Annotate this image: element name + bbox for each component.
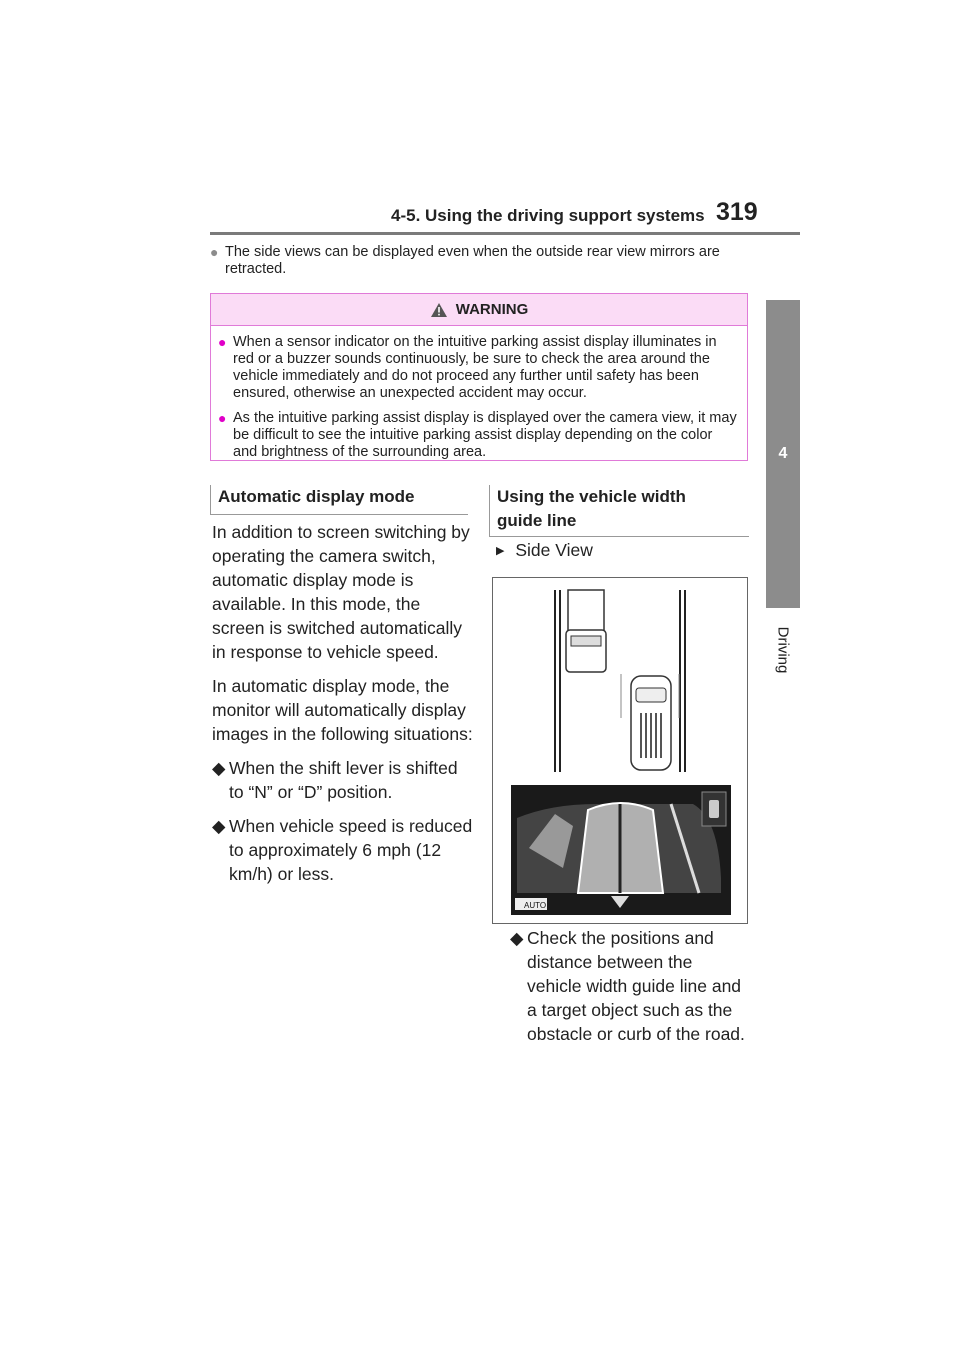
section-heading-text: Automatic display mode (218, 487, 415, 506)
diamond-bullet-icon: ◆ (212, 758, 226, 778)
warning-heading: WARNING (455, 301, 529, 318)
heading-rule-vertical (210, 485, 211, 515)
section-heading-text: Using the vehicle width guide line (497, 487, 686, 530)
paragraph: In addition to screen switching by operating the camera switch, automatic display mode is available. In this mode, the screen is switched automatically in response to vehicle speed. (212, 522, 470, 662)
warning-item-text: When a sensor indicator on the intuitive parking assist display illuminates in red or a buzzer sounds continuously, be sure to check the area around the vehicle immediately and do not proceed any further until safety has been ensured, otherwise an unexpected accident may occur. (233, 334, 717, 401)
paragraph: In automatic display mode, the monitor will automatically display images in the following situations: (212, 676, 473, 744)
section-heading-width-guide (489, 485, 749, 537)
chapter-number: 4 (778, 445, 788, 462)
list-item (212, 814, 474, 886)
list-item-text: Check the positions and distance between the vehicle width guide line and a target object such as the obstacle or curb of the road. (527, 928, 745, 1044)
list-item-text: When vehicle speed is reduced to approximately 6 mph (12 km/h) or less. (229, 816, 473, 884)
side-view-illustration (492, 577, 748, 924)
sub-item (496, 540, 593, 561)
note (210, 244, 770, 278)
arrow-right-icon: ▶ (496, 545, 505, 557)
chapter-label: Driving (774, 626, 792, 674)
note-text: The side views can be displayed even when the outside rear view mirrors are retracted. (225, 244, 720, 277)
pink-bullet-icon: ● (218, 334, 227, 350)
header-divider (210, 232, 800, 235)
warning-body (211, 326, 747, 461)
heading-rule-horizontal (489, 536, 749, 537)
list-item (212, 756, 474, 804)
camera-screen (511, 785, 731, 915)
diamond-bullet-icon: ◆ (510, 928, 524, 948)
auto-mode-body (212, 520, 474, 896)
auto-badge-text: AUTO (524, 901, 547, 910)
warning-header (211, 294, 747, 326)
pink-bullet-icon: ● (218, 410, 227, 426)
side-view-diagram (493, 578, 747, 923)
heading-rule-horizontal (210, 514, 468, 515)
warning-item-text: As the intuitive parking assist display is displayed over the camera view, it may be difficult to see the intuitive parking assist display depending on the color and brightness of the surrounding area. (233, 410, 737, 460)
warning-triangle-icon (430, 302, 448, 318)
warning-item (218, 334, 739, 402)
suv-vehicle-icon (621, 674, 679, 770)
section-heading-auto-mode (210, 485, 468, 515)
heading-rule-vertical (489, 485, 490, 537)
gray-bullet-icon: ● (210, 244, 219, 260)
sub-item-text: Side View (515, 540, 593, 560)
running-header: 4-5. Using the driving support systems (391, 206, 705, 225)
diamond-bullet-icon: ◆ (212, 816, 226, 836)
list-item-text: When the shift lever is shifted to “N” or “D” position. (229, 758, 458, 802)
warning-item (218, 410, 739, 461)
page-number: 319 (716, 198, 758, 226)
figure-caption (510, 926, 750, 1046)
chapter-tab (766, 300, 800, 608)
pickup-truck-icon (566, 590, 606, 672)
warning-box (210, 293, 748, 461)
list-item (510, 926, 750, 1046)
